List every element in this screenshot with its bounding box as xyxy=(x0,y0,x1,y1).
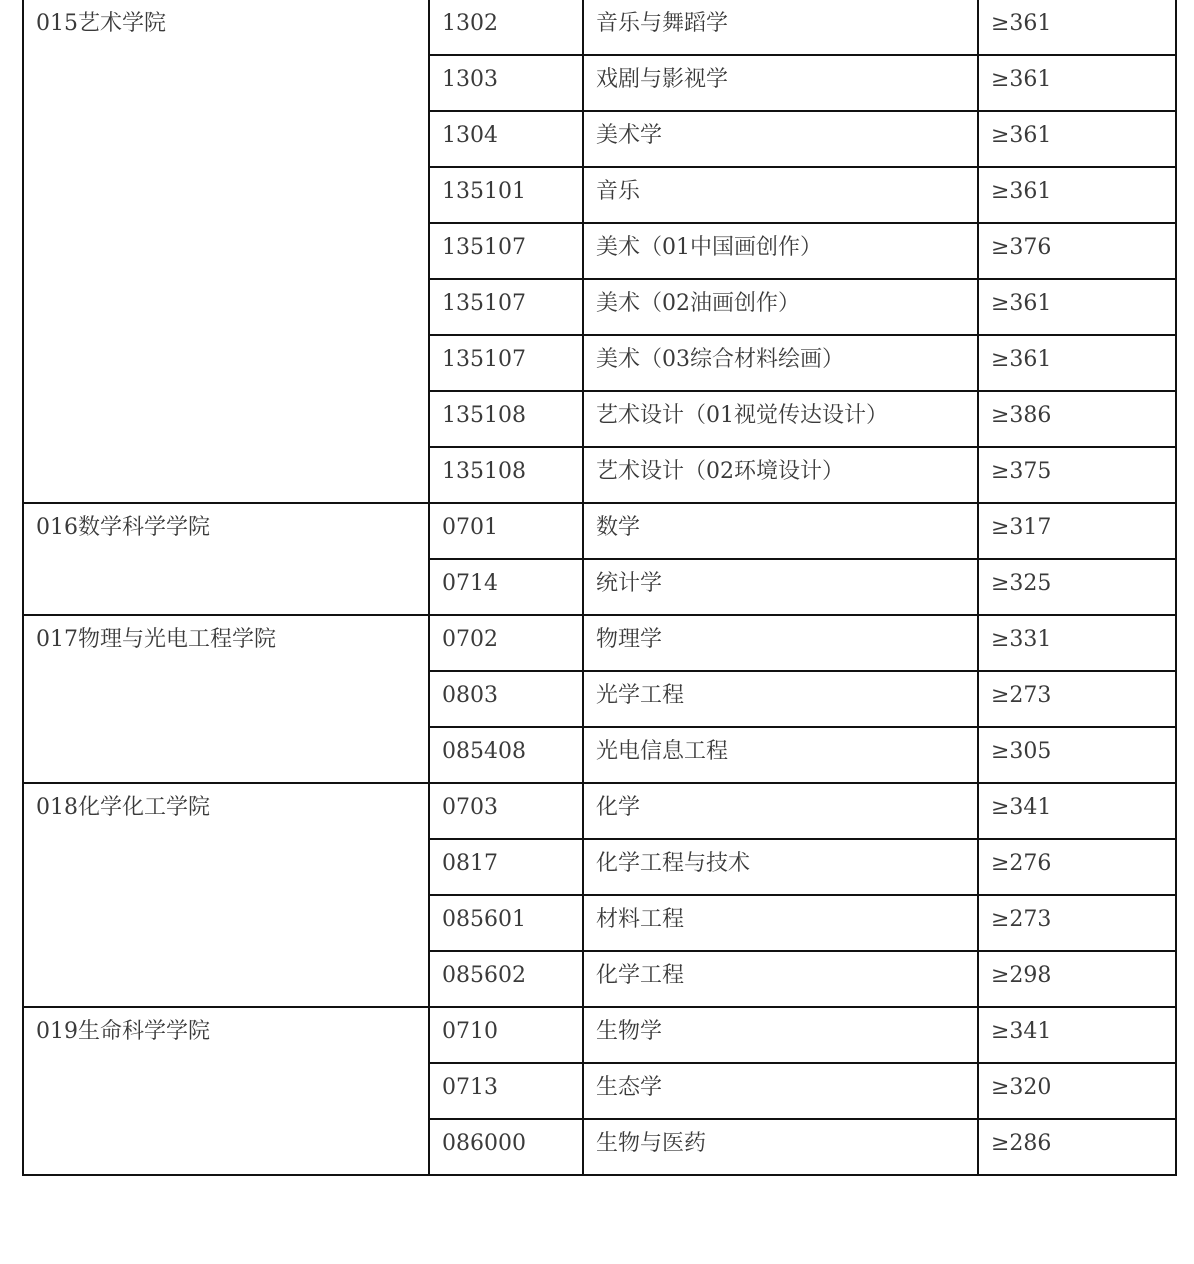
score-threshold: ≥386 xyxy=(991,403,1052,428)
score-threshold-cell xyxy=(978,1007,1176,1063)
major-name: 统计学 xyxy=(596,571,663,596)
score-threshold-cell xyxy=(978,391,1176,447)
major-code-cell xyxy=(429,223,583,279)
table-row xyxy=(23,503,1176,559)
major-name: 化学工程与技术 xyxy=(596,851,751,876)
score-threshold: ≥305 xyxy=(991,739,1052,764)
score-threshold: ≥341 xyxy=(991,795,1052,820)
score-threshold: ≥375 xyxy=(991,459,1052,484)
score-threshold: ≥331 xyxy=(991,627,1052,652)
department-name: 015艺术学院 xyxy=(36,11,166,36)
major-code: 135107 xyxy=(442,291,526,316)
major-code: 135101 xyxy=(442,179,526,204)
major-code: 0701 xyxy=(442,515,498,540)
major-name-cell xyxy=(583,447,978,503)
major-code: 1303 xyxy=(442,67,498,92)
department-name: 017物理与光电工程学院 xyxy=(36,627,276,652)
major-code: 0710 xyxy=(442,1019,498,1044)
major-code-cell xyxy=(429,1007,583,1063)
department-cell xyxy=(23,503,429,615)
major-name-cell xyxy=(583,671,978,727)
major-code: 135108 xyxy=(442,403,526,428)
major-name-cell xyxy=(583,727,978,783)
score-threshold: ≥325 xyxy=(991,571,1052,596)
major-name: 音乐 xyxy=(596,179,641,204)
major-code: 135108 xyxy=(442,459,526,484)
major-code-cell xyxy=(429,55,583,111)
score-threshold: ≥273 xyxy=(991,683,1052,708)
major-code-cell xyxy=(429,503,583,559)
major-name-cell xyxy=(583,1119,978,1175)
major-name: 生态学 xyxy=(596,1075,663,1100)
major-name: 生物与医药 xyxy=(596,1131,707,1156)
score-threshold: ≥320 xyxy=(991,1075,1052,1100)
score-threshold-cell xyxy=(978,335,1176,391)
major-name: 美术（03综合材料绘画） xyxy=(596,347,844,372)
major-code: 135107 xyxy=(442,235,526,260)
table-row xyxy=(23,1007,1176,1063)
score-threshold-cell xyxy=(978,1119,1176,1175)
major-code: 085408 xyxy=(442,739,526,764)
major-name: 生物学 xyxy=(596,1019,663,1044)
score-threshold-cell xyxy=(978,727,1176,783)
major-name-cell xyxy=(583,0,978,55)
score-threshold-cell xyxy=(978,503,1176,559)
department-cell xyxy=(23,1007,429,1175)
major-code-cell xyxy=(429,559,583,615)
major-name: 化学工程 xyxy=(596,963,685,988)
major-name: 数学 xyxy=(596,515,641,540)
major-name: 美术（01中国画创作） xyxy=(596,235,822,260)
major-name-cell xyxy=(583,1007,978,1063)
major-code: 085602 xyxy=(442,963,526,988)
score-threshold-cell xyxy=(978,671,1176,727)
major-code-cell xyxy=(429,167,583,223)
score-threshold-cell xyxy=(978,0,1176,55)
score-threshold: ≥361 xyxy=(991,123,1052,148)
major-code-cell xyxy=(429,0,583,55)
score-threshold-cell xyxy=(978,1063,1176,1119)
major-name: 戏剧与影视学 xyxy=(596,67,729,92)
major-code: 0713 xyxy=(442,1075,498,1100)
table-row xyxy=(23,783,1176,839)
department-name: 018化学化工学院 xyxy=(36,795,210,820)
major-name-cell xyxy=(583,783,978,839)
major-name: 光学工程 xyxy=(596,683,685,708)
major-code-cell xyxy=(429,839,583,895)
table-row xyxy=(23,615,1176,671)
major-code-cell xyxy=(429,671,583,727)
major-code: 086000 xyxy=(442,1131,526,1156)
major-code: 0714 xyxy=(442,571,498,596)
department-cell xyxy=(23,615,429,783)
major-code: 085601 xyxy=(442,907,526,932)
score-threshold-cell xyxy=(978,223,1176,279)
major-name-cell xyxy=(583,223,978,279)
department-name: 016数学科学学院 xyxy=(36,515,210,540)
score-threshold-cell xyxy=(978,559,1176,615)
major-code: 1302 xyxy=(442,11,498,36)
major-code-cell xyxy=(429,1119,583,1175)
major-name: 化学 xyxy=(596,795,641,820)
major-code-cell xyxy=(429,615,583,671)
major-name-cell xyxy=(583,839,978,895)
major-code-cell xyxy=(429,951,583,1007)
score-threshold: ≥361 xyxy=(991,179,1052,204)
major-name-cell xyxy=(583,895,978,951)
major-code-cell xyxy=(429,1063,583,1119)
major-code: 0803 xyxy=(442,683,498,708)
score-threshold: ≥273 xyxy=(991,907,1052,932)
department-name: 019生命科学学院 xyxy=(36,1019,210,1044)
major-code: 0703 xyxy=(442,795,498,820)
department-cell xyxy=(23,0,429,503)
major-name: 美术学 xyxy=(596,123,663,148)
major-name-cell xyxy=(583,503,978,559)
score-threshold-cell xyxy=(978,839,1176,895)
major-code: 135107 xyxy=(442,347,526,372)
score-threshold-cell xyxy=(978,167,1176,223)
score-threshold: ≥286 xyxy=(991,1131,1052,1156)
major-name-cell xyxy=(583,391,978,447)
major-code-cell xyxy=(429,335,583,391)
score-threshold-cell xyxy=(978,615,1176,671)
major-name-cell xyxy=(583,951,978,1007)
score-threshold: ≥361 xyxy=(991,291,1052,316)
major-name: 艺术设计（01视觉传达设计） xyxy=(596,403,888,428)
major-name-cell xyxy=(583,335,978,391)
score-threshold-cell xyxy=(978,55,1176,111)
major-name: 物理学 xyxy=(596,627,663,652)
major-name: 艺术设计（02环境设计） xyxy=(596,459,844,484)
major-name-cell xyxy=(583,167,978,223)
major-name: 音乐与舞蹈学 xyxy=(596,11,729,36)
major-code-cell xyxy=(429,447,583,503)
major-name-cell xyxy=(583,111,978,167)
major-code-cell xyxy=(429,727,583,783)
score-threshold: ≥341 xyxy=(991,1019,1052,1044)
major-code: 0817 xyxy=(442,851,498,876)
major-name-cell xyxy=(583,1063,978,1119)
major-code-cell xyxy=(429,279,583,335)
score-threshold: ≥361 xyxy=(991,67,1052,92)
major-name-cell xyxy=(583,55,978,111)
major-code-cell xyxy=(429,895,583,951)
major-name: 美术（02油画创作） xyxy=(596,291,800,316)
major-code-cell xyxy=(429,111,583,167)
department-cell xyxy=(23,783,429,1007)
admission-score-table xyxy=(22,0,1177,1176)
major-code: 0702 xyxy=(442,627,498,652)
score-threshold: ≥276 xyxy=(991,851,1052,876)
major-code: 1304 xyxy=(442,123,498,148)
score-threshold: ≥317 xyxy=(991,515,1052,540)
score-threshold-cell xyxy=(978,111,1176,167)
table-body xyxy=(23,0,1176,1175)
major-code-cell xyxy=(429,391,583,447)
score-threshold-cell xyxy=(978,447,1176,503)
score-threshold: ≥376 xyxy=(991,235,1052,260)
table-row xyxy=(23,0,1176,55)
major-name-cell xyxy=(583,279,978,335)
major-name: 材料工程 xyxy=(596,907,685,932)
major-name: 光电信息工程 xyxy=(596,739,729,764)
score-threshold: ≥361 xyxy=(991,347,1052,372)
score-threshold-cell xyxy=(978,951,1176,1007)
score-threshold-cell xyxy=(978,279,1176,335)
major-code-cell xyxy=(429,783,583,839)
major-name-cell xyxy=(583,559,978,615)
score-threshold-cell xyxy=(978,783,1176,839)
score-threshold: ≥298 xyxy=(991,963,1052,988)
score-threshold-cell xyxy=(978,895,1176,951)
major-name-cell xyxy=(583,615,978,671)
score-threshold: ≥361 xyxy=(991,11,1052,36)
